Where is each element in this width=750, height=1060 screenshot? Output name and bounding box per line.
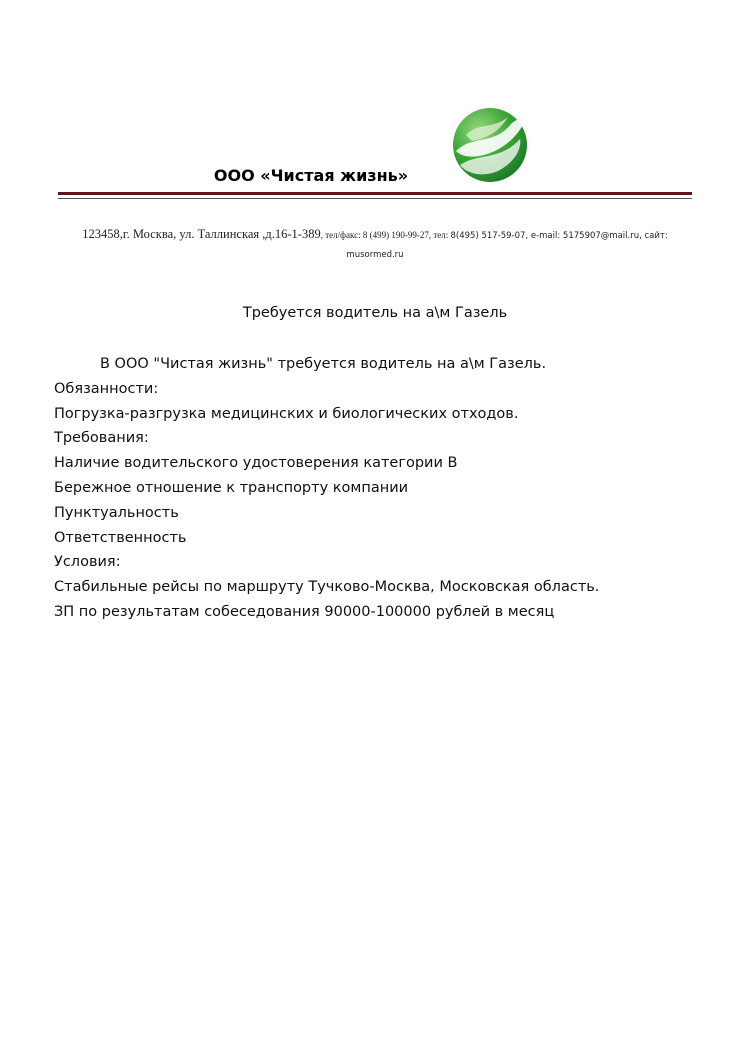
address-phone-label: , тел/факс: 8 (499) 190-99-27, тел: <box>320 230 451 240</box>
address-main: 123458,г. Москва, ул. Таллинская ,д.16-1-389 <box>82 227 321 241</box>
duties-heading: Обязанности: <box>54 380 159 397</box>
vacancy-headline: Требуется водитель на а\м Газель <box>242 305 508 321</box>
condition-item: Стабильные рейсы по маршруту Тучково-Москва, Московская область. <box>54 579 600 596</box>
requirement-item: Ответственность <box>54 529 187 546</box>
conditions-heading: Условия: <box>54 554 121 571</box>
salary-line: ЗП по результатам собеседования 90000-100000 рублей в месяц <box>54 603 555 620</box>
company-name: ООО «Чистая жизнь» <box>213 166 409 185</box>
requirement-item: Пунктуальность <box>54 504 179 521</box>
intro-line: В ООО "Чистая жизнь" требуется водитель на а\м Газель. <box>100 356 547 372</box>
requirements-heading: Требования: <box>54 430 149 447</box>
address-block <box>60 225 690 263</box>
requirement-item: Бережное отношение к транспорту компании <box>54 479 409 496</box>
requirement-item: Наличие водительского удостоверения категории В <box>54 455 458 472</box>
header-rule-thin <box>58 198 692 199</box>
website-text: musormed.ru <box>346 250 404 260</box>
vacancy-body <box>54 352 714 625</box>
header-rule-thick <box>58 192 692 195</box>
duties-item: Погрузка-разгрузка медицинских и биологических отходов. <box>54 405 519 422</box>
address-contacts: 8(495) 517-59-07, e-mail: 5175907@mail.ru, сайт: <box>450 231 668 241</box>
